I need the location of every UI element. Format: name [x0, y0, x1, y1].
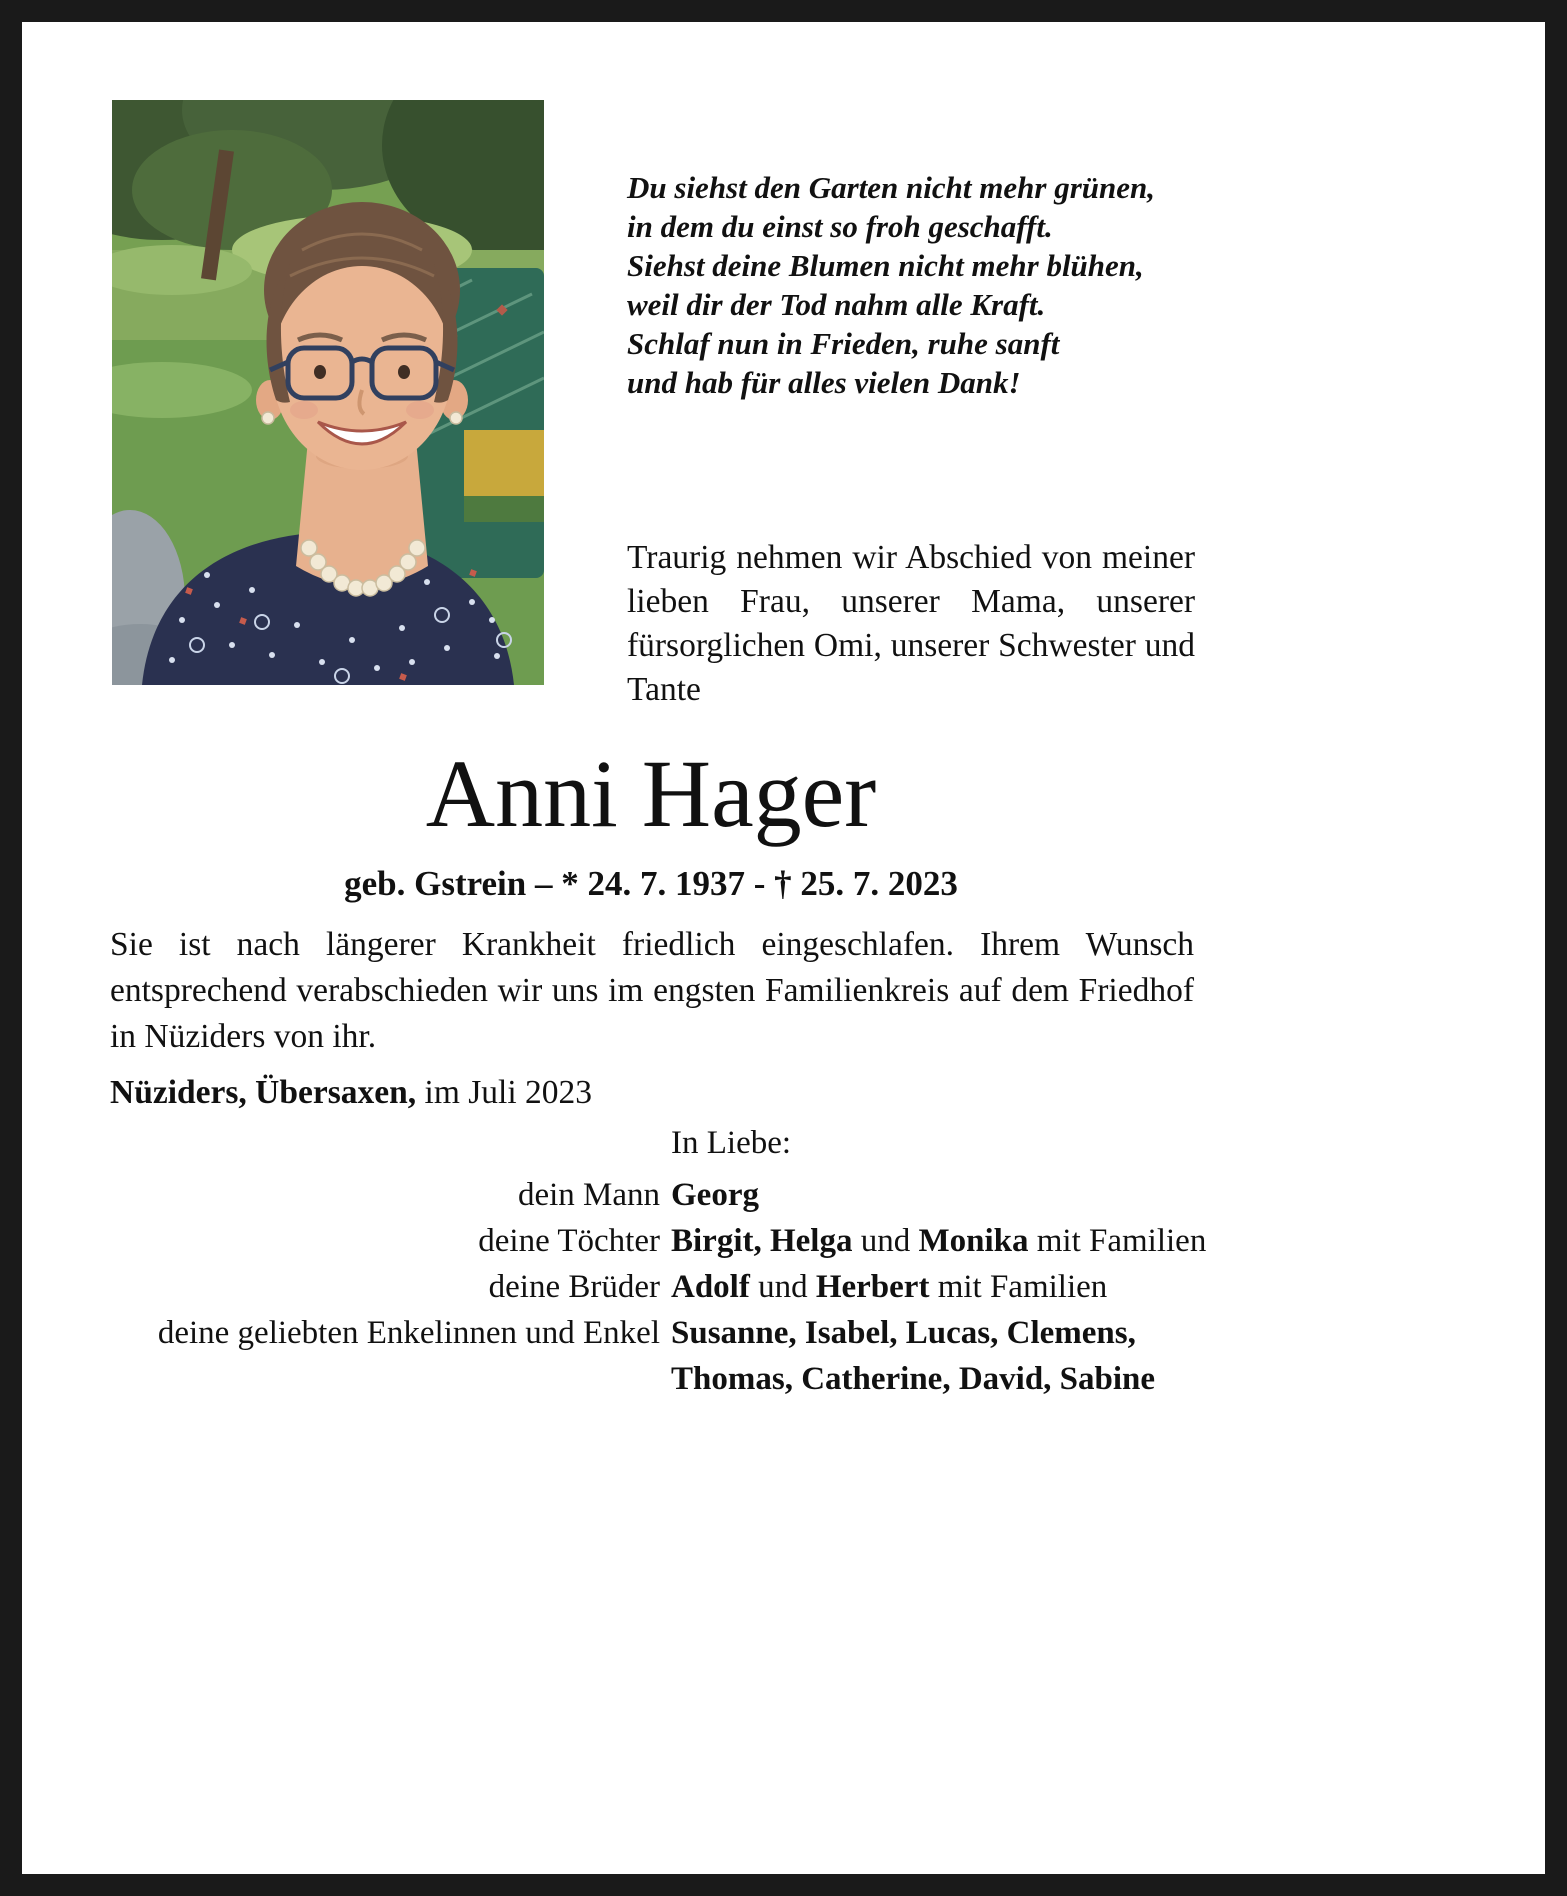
family-role: deine Brüder: [488, 1269, 660, 1305]
family-name: Susanne, Isabel, Lucas, Clemens,: [671, 1315, 1136, 1351]
family-suffix: mit Familien: [1028, 1223, 1207, 1259]
deceased-birth-death: geb. Gstrein – * 24. 7. 1937 - † 25. 7. 2023: [344, 864, 958, 903]
family-role: dein Mann: [517, 1177, 660, 1213]
poem-line: weil dir der Tod nahm alle Kraft.: [627, 287, 1046, 322]
place-names: Nüziders, Übersaxen,: [110, 1074, 417, 1111]
family-name: Birgit, Helga: [671, 1223, 853, 1259]
family-name: Georg: [671, 1177, 759, 1213]
family-connector: und: [852, 1223, 919, 1259]
portrait-photo: [112, 100, 544, 685]
family-name: Adolf: [671, 1269, 750, 1305]
family-connector: und: [749, 1269, 816, 1305]
family-names: [671, 1310, 1290, 1402]
family-role: deine Töchter: [478, 1223, 660, 1259]
deceased-name: Anni Hager: [425, 740, 877, 847]
family-name: Monika: [918, 1223, 1029, 1259]
place-date-line: [110, 1074, 592, 1112]
poem-line: Schlaf nun in Frieden, ruhe sanft: [627, 326, 1060, 361]
spacer: [100, 1120, 660, 1172]
portrait-illustration: [112, 100, 544, 685]
family-name: Herbert: [815, 1269, 930, 1305]
family-suffix: mit Familien: [929, 1269, 1108, 1305]
poem-line: Siehst deine Blumen nicht mehr blühen,: [627, 248, 1144, 283]
family-names: [671, 1264, 1290, 1310]
date-text: im Juli 2023: [416, 1074, 593, 1111]
family-role: deine geliebten Enkelinnen und Enkel: [157, 1315, 660, 1351]
poem-line: Du siehst den Garten nicht mehr grünen,: [627, 170, 1155, 205]
family-names: [671, 1172, 1290, 1218]
family-names: [671, 1218, 1290, 1264]
poem-line: in dem du einst so froh geschafft.: [627, 209, 1053, 244]
farewell-intro: Traurig nehmen wir Abschied von meiner lieben Frau, unserer Mama, unserer fürsorglichen Omi, unserer Schwester und Tante: [627, 539, 1195, 708]
poem-line: und hab für alles vielen Dank!: [627, 365, 1021, 400]
closing-phrase: In Liebe:: [671, 1125, 792, 1161]
announcement-text: Sie ist nach längerer Krankheit friedlich eingeschlafen. Ihrem Wunsch entsprechend verabschieden wir uns im engsten Familienkreis auf dem Friedhof in Nüziders von ihr.: [110, 926, 1194, 1055]
family-list: [100, 1120, 1290, 1402]
memorial-poem: [627, 168, 1212, 402]
family-name: Thomas, Catherine, David, Sabine: [671, 1361, 1156, 1397]
